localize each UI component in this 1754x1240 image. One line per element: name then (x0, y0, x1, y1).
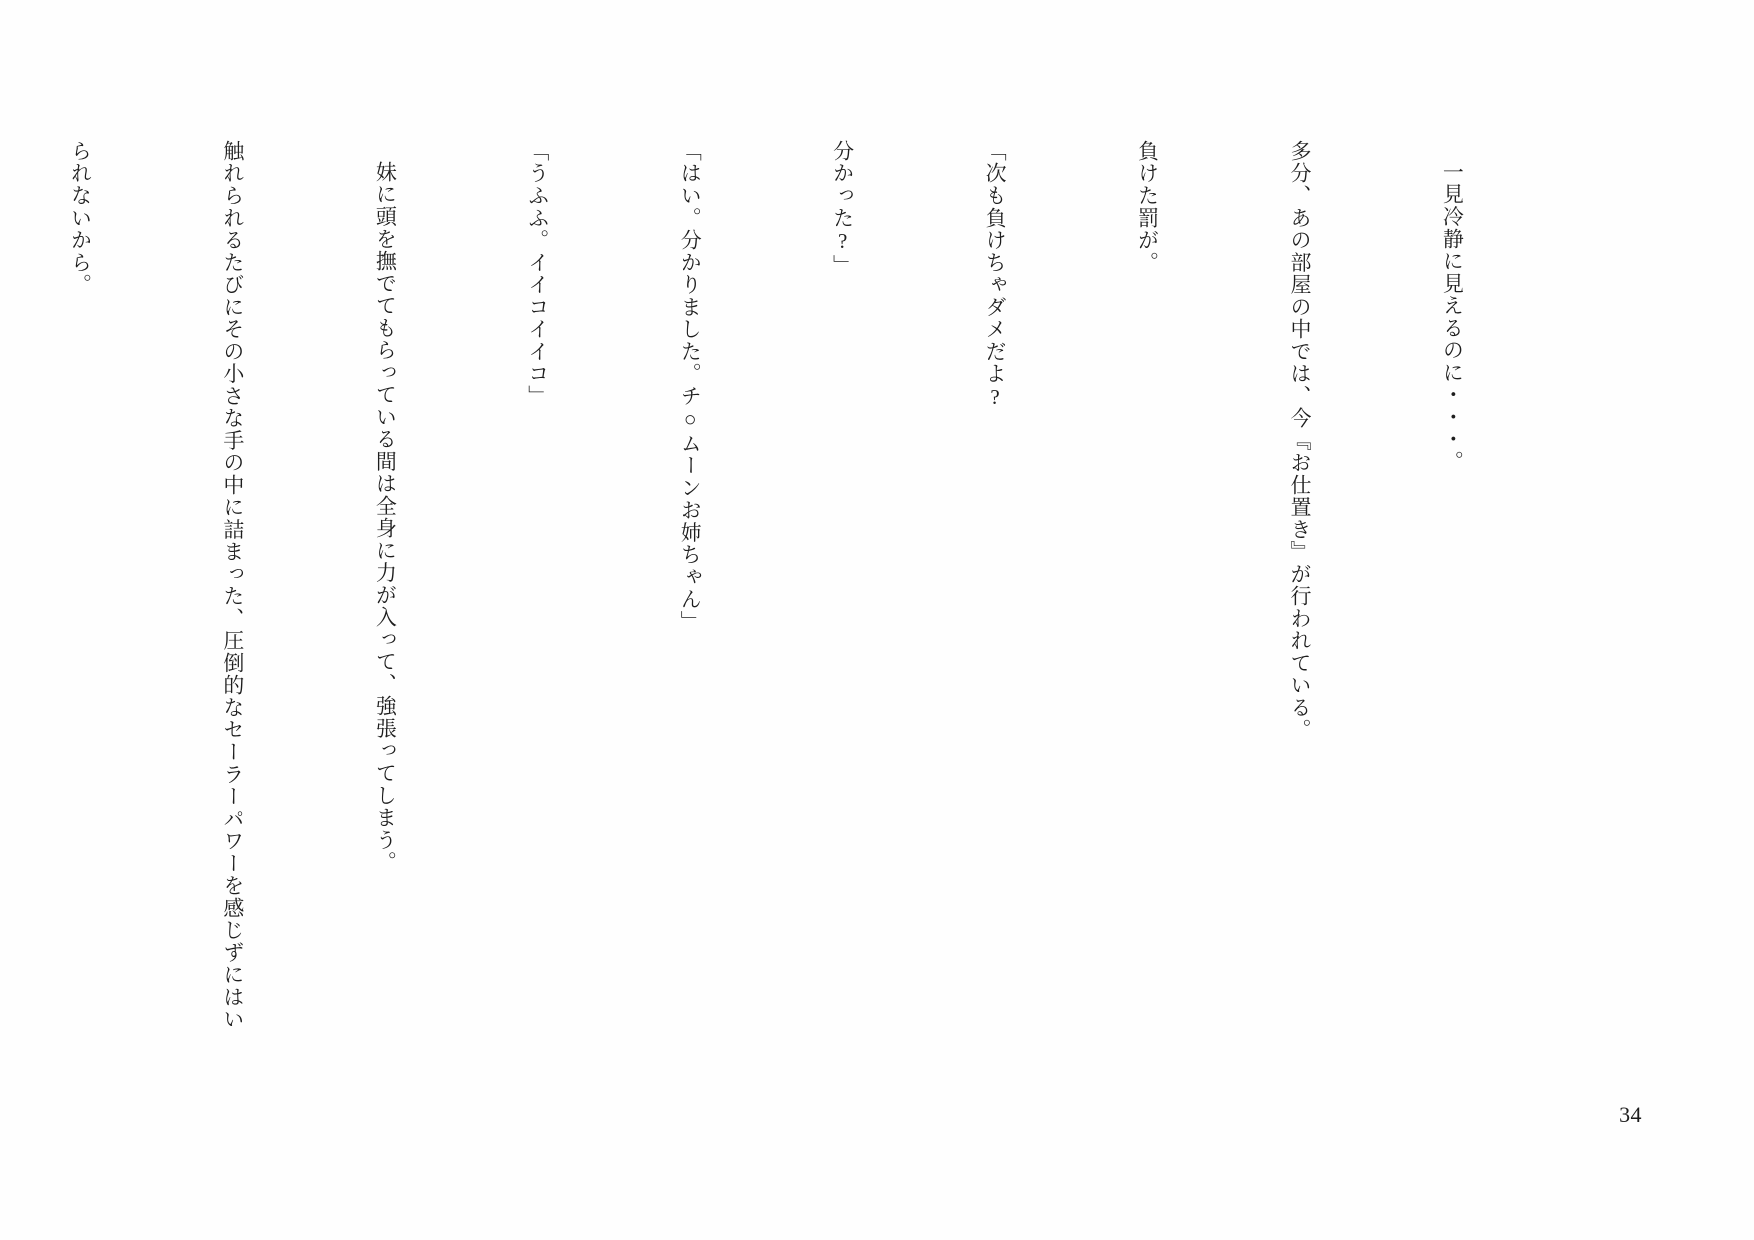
paragraph: 「はい。分かりました。チ○ムーンお姉ちゃん」 (678, 140, 703, 633)
paragraph: 妹に頭を撫でてもらっている間は全身に力が入って、強張ってしまう。 (373, 161, 398, 874)
paragraph: 「うふふ。イイコイイコ」 (525, 140, 550, 408)
paragraph: 負けた罰が。 (1135, 140, 1160, 274)
paragraph: られないから。 (68, 140, 93, 296)
paragraph: 「次も負けちゃダメだよ? (983, 140, 1008, 411)
page-text-body (0, 140, 1579, 1040)
paragraph: 触れられるたびにその小さな手の中に詰まった、圧倒的なセーラーパワーを感じずにはい (220, 140, 245, 1031)
page-number: 34 (1619, 1102, 1642, 1127)
paragraph: 分かった?」 (830, 140, 855, 277)
paragraph: 多分、あの部屋の中では、今『お仕置き』が行われている。 (1287, 140, 1312, 742)
paragraph: 一見冷静に見えるのに・・・。 (1440, 161, 1465, 473)
